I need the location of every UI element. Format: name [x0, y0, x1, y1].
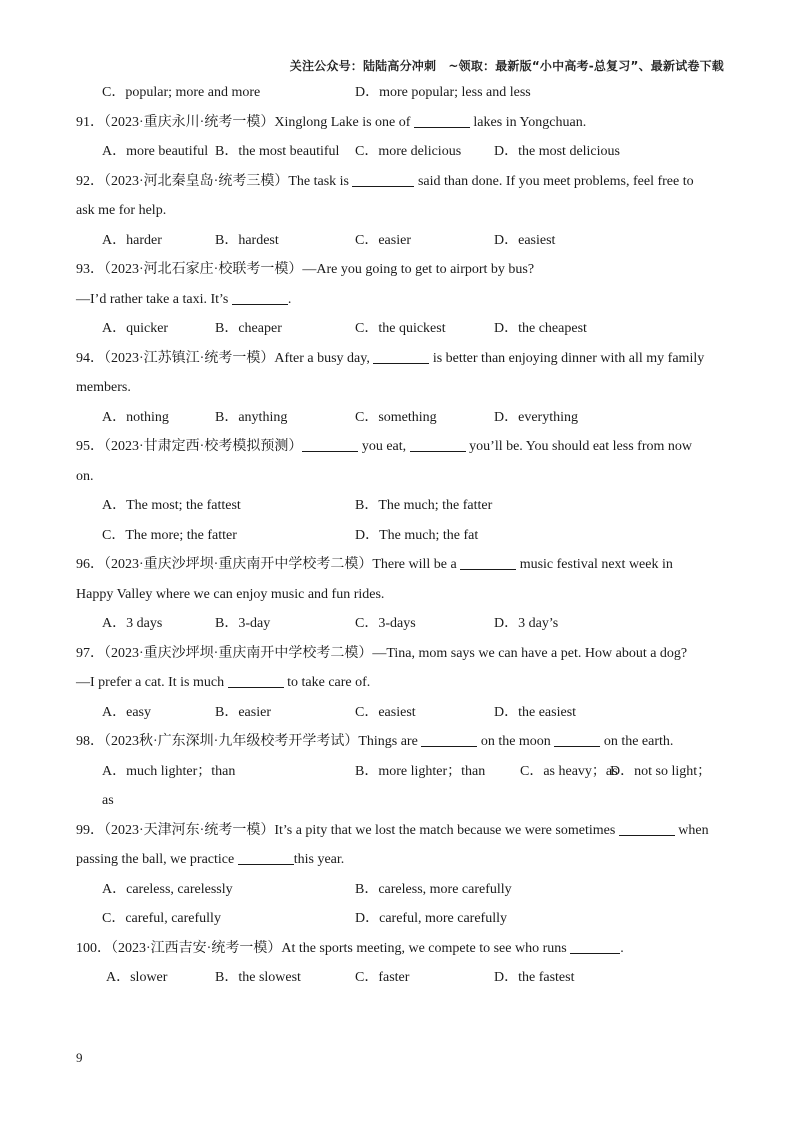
option-a: A．more beautiful: [102, 144, 209, 159]
option-c: C．careful, carefully: [102, 911, 221, 926]
options-row: [76, 226, 726, 256]
options-row: [76, 698, 726, 728]
options-row: [76, 491, 726, 521]
question-number: 97．: [76, 645, 104, 661]
question-stem: Xinglong Lake is one of: [274, 114, 414, 130]
option-a: A．careless, carelessly: [102, 881, 233, 897]
question-list: [76, 78, 726, 993]
question-stem: At the sports meeting, we compete to see who runs: [281, 940, 571, 956]
question-continuation: Happy Valley where we can enjoy music and fun rides.: [76, 586, 385, 602]
options-row: [76, 875, 726, 905]
options-row-wrap: [76, 786, 726, 816]
question-number: 98．: [76, 734, 104, 749]
question-continuation: [76, 285, 726, 315]
question-stem: music festival next week in: [516, 557, 673, 572]
question-number: 96．: [76, 557, 104, 572]
question-continuation: [76, 668, 726, 698]
question-stem: you eat,: [358, 439, 410, 454]
answer-blank: [570, 939, 620, 954]
question-stem: is better than enjoying dinner with all my family: [429, 350, 705, 366]
options-row: [76, 403, 726, 433]
options-row: [76, 78, 726, 108]
question-stem: It’s a pity that we lost the match because we were sometimes: [274, 822, 619, 838]
option-b: B．The much; the fatter: [355, 498, 493, 513]
question-91: [76, 108, 726, 138]
question-stem: There will be a: [372, 557, 461, 572]
question-stem: —Are you going to get to airport by bus?: [302, 262, 535, 277]
answer-blank: [619, 821, 675, 836]
options-row: [76, 963, 726, 993]
question-source: （2023·河北秦皇岛·统考三模）: [104, 173, 289, 189]
question-stem: —I’d rather take a taxi. It’s: [76, 291, 232, 307]
option-a: A．slower: [106, 970, 168, 985]
question-stem: Things are: [358, 734, 422, 749]
option-d: D．easiest: [494, 232, 556, 248]
question-source: （2023·河北石家庄·校联考一模）: [104, 262, 303, 277]
question-stem: —I prefer a cat. It is much: [76, 675, 228, 690]
option-d-wrap: as: [102, 793, 114, 808]
question-stem: —Tina, mom says we can have a pet. How about a dog?: [372, 645, 688, 661]
option-b: B．3-day: [215, 616, 271, 631]
question-number: 93．: [76, 262, 104, 277]
option-c: C．The more; the fatter: [102, 527, 237, 543]
option-d: D．The much; the fat: [355, 527, 479, 543]
question-continuation: [76, 845, 726, 875]
answer-blank: [414, 113, 470, 128]
option-a: A．quicker: [102, 321, 169, 336]
question-stem: passing the ball, we practice: [76, 852, 238, 867]
question-96: [76, 550, 726, 580]
option-d: D．more popular; less and less: [355, 85, 531, 100]
question-100: [76, 934, 726, 964]
question-stem: this year.: [293, 852, 345, 867]
option-c: C．more delicious: [355, 144, 462, 159]
answer-blank: [232, 290, 288, 305]
option-b: B．hardest: [215, 232, 279, 248]
options-row: [76, 521, 726, 551]
question-source: （2023·重庆沙坪坝·重庆南开中学校考二模）: [104, 557, 373, 572]
question-source: （2023·甘肃定西·校考模拟预测）: [104, 439, 303, 454]
question-source: （2023·重庆沙坪坝·重庆南开中学校考二模）: [104, 645, 373, 661]
options-row: [76, 757, 726, 787]
answer-blank: [302, 437, 358, 452]
question-94: [76, 344, 726, 374]
question-stem: The task is: [288, 173, 353, 189]
question-number: 91．: [76, 114, 104, 130]
option-a: A．The most; the fattest: [102, 498, 241, 513]
options-row: [76, 137, 726, 167]
option-c: C．easier: [355, 232, 411, 248]
question-95: [76, 432, 726, 462]
question-stem: when: [674, 822, 709, 838]
question-source: （2023·江西吉安·统考一模）: [111, 940, 282, 956]
answer-blank: [238, 850, 294, 865]
question-92: [76, 167, 726, 197]
option-c: C．faster: [355, 970, 410, 985]
answer-blank: [421, 732, 477, 747]
question-97: [76, 639, 726, 669]
option-c: C．3-days: [355, 616, 416, 631]
option-c: C．as heavy；as: [520, 763, 618, 779]
question-stem: on the moon: [477, 734, 555, 749]
options-row: [76, 904, 726, 934]
option-c: C．the quickest: [355, 321, 446, 336]
answer-blank: [554, 732, 600, 747]
answer-blank: [352, 172, 414, 187]
option-b: B．cheaper: [215, 321, 282, 336]
question-source: （2023秋·广东深圳·九年级校考开学考试）: [104, 734, 359, 749]
option-d: D．3 day’s: [494, 616, 559, 631]
options-row: [76, 314, 726, 344]
question-stem: .: [287, 291, 292, 307]
answer-blank: [228, 673, 284, 688]
question-93: [76, 255, 726, 285]
question-stem: .: [620, 940, 624, 956]
option-b: B．easier: [215, 704, 271, 720]
option-c: C．popular; more and more: [102, 85, 261, 100]
question-stem: you’ll be. You should eat less from now: [465, 439, 692, 454]
question-stem: said than done. If you meet problems, feel free to: [414, 173, 694, 189]
option-c: C．easiest: [355, 704, 416, 720]
question-stem: lakes in Yongchuan.: [469, 114, 587, 130]
question-continuation: ask me for help.: [76, 203, 167, 218]
question-number: 92．: [76, 173, 104, 189]
page-header: 关注公众号：陆陆高分冲刺 ~领取：最新版“小中高考-总复习”、最新试卷下载: [289, 59, 724, 73]
option-a: A．easy: [102, 704, 151, 720]
question-stem: on the earth.: [600, 734, 674, 749]
option-d: D．careful, more carefully: [355, 911, 507, 926]
option-d: D．the fastest: [494, 970, 575, 985]
option-b: B．the most beautiful: [215, 144, 340, 159]
option-b: B．careless, more carefully: [355, 881, 512, 897]
question-source: （2023·重庆永川·统考一模）: [104, 114, 275, 130]
option-a: A．nothing: [102, 409, 169, 425]
option-b: B．more lighter；than: [355, 763, 486, 779]
option-d: D．the most delicious: [494, 144, 620, 159]
question-stem: to take care of.: [283, 675, 371, 690]
option-a: A．harder: [102, 232, 162, 248]
option-d: D．the cheapest: [494, 321, 587, 336]
page-number: 9: [76, 1050, 83, 1065]
question-continuation: on.: [76, 468, 94, 484]
question-stem: After a busy day,: [274, 350, 374, 366]
options-row: [76, 609, 726, 639]
question-number: 94．: [76, 350, 104, 366]
question-continuation: members.: [76, 380, 131, 395]
option-d: D．everything: [494, 409, 578, 425]
option-b: B．the slowest: [215, 970, 301, 985]
answer-blank: [460, 555, 516, 570]
option-b: B．anything: [215, 409, 288, 425]
option-a: A．much lighter；than: [102, 763, 236, 779]
option-d: D．the easiest: [494, 704, 577, 720]
question-number: 95．: [76, 439, 104, 454]
question-source: （2023·天津河东·统考一模）: [104, 822, 275, 838]
answer-blank: [373, 349, 429, 364]
question-source: （2023·江苏镇江·统考一模）: [104, 350, 275, 366]
question-number: 99．: [76, 822, 104, 838]
option-c: C．something: [355, 409, 437, 425]
option-a: A．3 days: [102, 616, 163, 631]
question-98: [76, 727, 726, 757]
question-99: [76, 816, 726, 846]
option-d: D．not so light；: [610, 763, 712, 779]
question-number: 100．: [76, 940, 111, 956]
answer-blank: [410, 437, 466, 452]
